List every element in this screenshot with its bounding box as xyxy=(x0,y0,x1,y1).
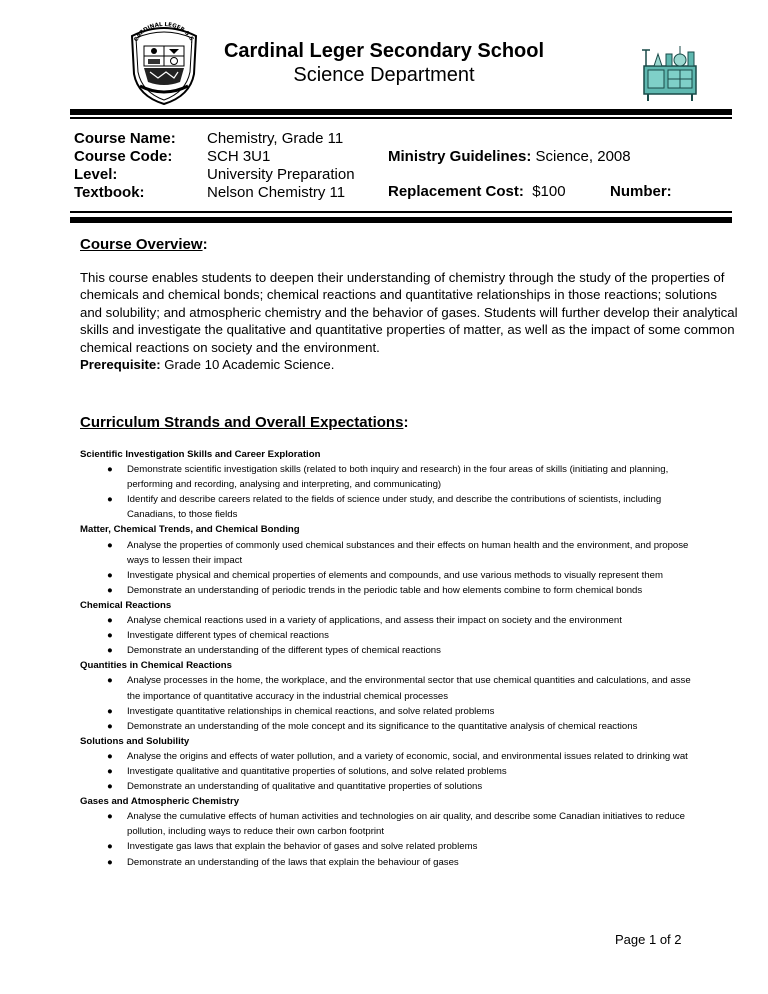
ministry-guidelines xyxy=(388,148,631,165)
bullet-icon: ● xyxy=(107,569,113,581)
expectation-item xyxy=(80,492,728,507)
expectation-item xyxy=(80,673,728,688)
science-lab-icon xyxy=(636,40,700,102)
strands-heading-colon: : xyxy=(403,414,409,431)
bullet-icon: ● xyxy=(107,720,113,732)
bullet-icon: ● xyxy=(107,675,113,687)
ministry-label: Ministry Guidelines: xyxy=(388,148,532,165)
expectation-text: Analyse processes in the home, the workplace, and the environmental sector that use chemical quantities and calculations, and asse xyxy=(127,675,691,687)
expectation-item xyxy=(80,749,728,764)
expectation-item xyxy=(80,628,728,643)
header-rule-thin xyxy=(70,117,732,119)
expectation-text: Identify and describe careers related to the fields of science under study, and describe the contributions of scientists, including xyxy=(127,494,662,506)
bullet-icon: ● xyxy=(107,615,113,627)
bullet-icon: ● xyxy=(107,464,113,476)
strands-list xyxy=(80,447,728,870)
overview-heading-colon: : xyxy=(202,236,208,253)
info-rule-thick xyxy=(70,217,732,223)
expectation-item xyxy=(80,568,728,583)
expectation-text: ways to lessen their impact xyxy=(127,554,243,566)
course-info-values xyxy=(207,130,355,202)
expectation-text: Demonstrate scientific investigation skills (related to both inquiry and research) in the four areas of skills (initiating and planning, xyxy=(127,464,669,476)
page-number: Page 1 of 2 xyxy=(615,932,682,947)
course-info-labels xyxy=(74,130,176,202)
strand-title: Quantities in Chemical Reactions xyxy=(80,660,232,672)
expectation-text: Investigate physical and chemical properties of elements and compounds, and use various methods to visually represent them xyxy=(127,569,663,581)
expectation-item xyxy=(80,613,728,628)
header-rule-thick xyxy=(70,109,732,115)
expectation-item xyxy=(80,764,728,779)
expectation-text: Investigate different types of chemical reactions xyxy=(127,630,329,642)
bullet-icon: ● xyxy=(107,494,113,506)
bullet-icon: ● xyxy=(107,841,113,853)
expectation-item xyxy=(80,538,728,553)
department-name: Science Department xyxy=(293,64,475,86)
expectation-text: pollution, including ways to reduce their own carbon footprint xyxy=(127,826,385,838)
textbook-value: Nelson Chemistry 11 xyxy=(207,184,346,201)
expectation-item xyxy=(80,643,728,658)
expectation-continuation xyxy=(80,507,728,522)
course-name-value: Chemistry, Grade 11 xyxy=(207,130,344,147)
textbook-label: Textbook: xyxy=(74,184,145,201)
expectation-text: Investigate qualitative and quantitative properties of solutions, and solve related problems xyxy=(127,765,507,777)
expectation-item xyxy=(80,809,728,824)
expectation-item xyxy=(80,583,728,598)
prerequisite-value: Grade 10 Academic Science. xyxy=(164,357,335,373)
bullet-icon: ● xyxy=(107,781,113,793)
expectation-continuation xyxy=(80,477,728,492)
course-code-label: Course Code: xyxy=(74,148,173,165)
expectation-text: Investigate gas laws that explain the behavior of gases and solve related problems xyxy=(127,841,478,853)
bullet-icon: ● xyxy=(107,584,113,596)
expectation-text: performing and recording, analysing and interpreting, and communicating) xyxy=(127,479,442,491)
overview-text: This course enables students to deepen their understanding of chemistry through the study of the properties of chemicals and chemical bonds; chemical reactions and quantitative relationships in those reactions; solutions and solubility; and atmospheric chemistry and the behavior of gases. Students will further develop their analytical skills and investigate the qualitative and quantitative properties of matter, as well as the impact of some common chemical reactions on society and the environment. xyxy=(80,270,738,355)
expectation-text: Analyse the origins and effects of water pollution, and a variety of economic, social, and environmental issues related to drinking wat xyxy=(127,750,688,762)
info-rule-thin xyxy=(70,211,732,213)
bullet-icon: ● xyxy=(107,630,113,642)
course-name-label: Course Name: xyxy=(74,130,176,147)
bullet-icon: ● xyxy=(107,750,113,762)
strand-title: Solutions and Solubility xyxy=(80,735,190,747)
expectation-text: the importance of quantitative accuracy in the industrial chemical processes xyxy=(127,690,449,702)
level-label: Level: xyxy=(74,166,118,183)
overview-heading xyxy=(80,236,208,253)
overview-heading-text: Course Overview xyxy=(80,236,203,253)
expectation-text: Demonstrate an understanding of the different types of chemical reactions xyxy=(127,645,441,657)
expectation-text: Analyse the properties of commonly used chemical substances and their effects on human health and the environment, and propose xyxy=(127,539,689,551)
expectation-text: Canadians, to those fields xyxy=(127,509,238,521)
expectation-item xyxy=(80,839,728,854)
expectation-continuation xyxy=(80,689,728,704)
bullet-icon: ● xyxy=(107,765,113,777)
expectation-continuation xyxy=(80,553,728,568)
replacement-cost xyxy=(388,183,566,200)
strand-title: Scientific Investigation Skills and Career Exploration xyxy=(80,449,321,460)
expectation-continuation xyxy=(80,824,728,839)
expectation-item xyxy=(80,462,728,477)
course-code-value: SCH 3U1 xyxy=(207,148,271,165)
expectation-item xyxy=(80,779,728,794)
replacement-value: $100 xyxy=(532,183,566,200)
number-label: Number: xyxy=(610,183,672,200)
expectation-text: Investigate quantitative relationships in chemical reactions, and solve related problems xyxy=(127,705,495,717)
expectation-text: Analyse chemical reactions used in a variety of applications, and assess their impact on society and the environment xyxy=(127,615,622,627)
level-value: University Preparation xyxy=(207,166,355,183)
ministry-value: Science, 2008 xyxy=(535,148,631,165)
bullet-icon: ● xyxy=(107,645,113,657)
bullet-icon: ● xyxy=(107,856,113,868)
strands-heading-text: Curriculum Strands and Overall Expectations xyxy=(80,414,404,431)
strand-title: Matter, Chemical Trends, and Chemical Bonding xyxy=(80,524,300,536)
strand-title: Chemical Reactions xyxy=(80,599,172,611)
expectation-item xyxy=(80,719,728,734)
expectation-item xyxy=(80,855,728,870)
strand-title: Gases and Atmospheric Chemistry xyxy=(80,796,240,808)
expectation-text: Demonstrate an understanding of qualitative and quantitative properties of solutions xyxy=(127,781,483,793)
expectation-item xyxy=(80,704,728,719)
expectation-text: Demonstrate an understanding of the laws that explain the behaviour of gases xyxy=(127,856,459,868)
strands-heading xyxy=(80,414,408,431)
bullet-icon: ● xyxy=(107,811,113,823)
replacement-label: Replacement Cost: xyxy=(388,183,524,200)
school-name: Cardinal Leger Secondary School xyxy=(223,40,545,62)
crest-text: CARDINAL LEGER S.S. xyxy=(133,22,196,44)
expectation-text: Demonstrate an understanding of periodic trends in the periodic table and how elements combine to form chemical bonds xyxy=(127,584,643,596)
prerequisite-label: Prerequisite: xyxy=(80,357,161,373)
bullet-icon: ● xyxy=(107,705,113,717)
expectation-text: Demonstrate an understanding of the mole concept and its significance to the quantitative analysis of chemical reactions xyxy=(127,720,638,732)
bullet-icon: ● xyxy=(107,539,113,551)
expectation-text: Analyse the cumulative effects of human activities and technologies on air quality, and describe some Canadian initiatives to reduce xyxy=(127,811,686,823)
overview-paragraph xyxy=(80,269,740,373)
